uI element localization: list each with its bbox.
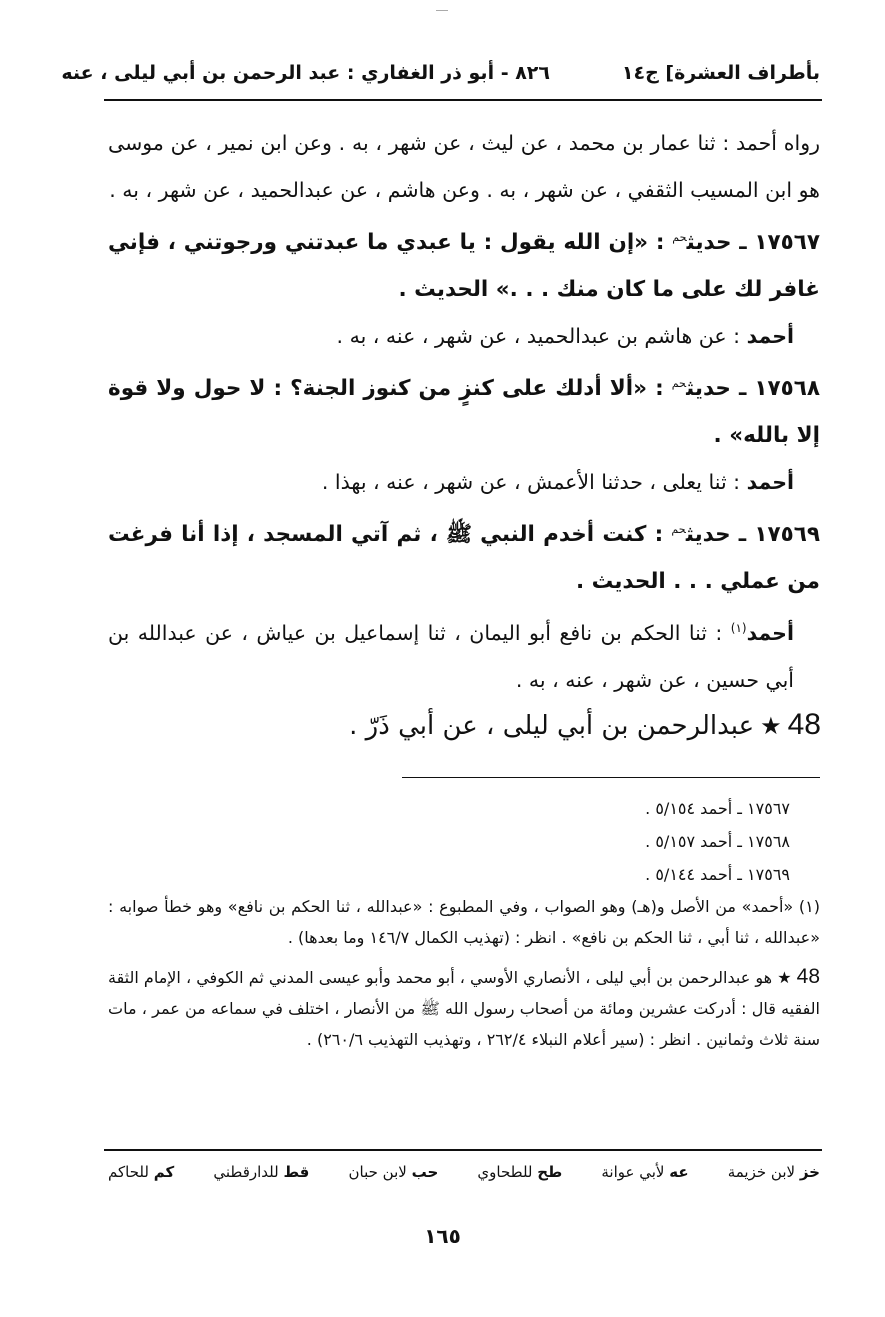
footnote-1: (١) «أحمد» من الأصل و(هـ) وهو الصواب ، وفي المطبوع : «عبدالله ، ثنا الحكم بن نافع» وهو خطأ صوابه : «عبدالله ، ثنا أبي ، ثنا الحكم بن نافع» . انظر : (تهذيب الكمال ١٤٦/٧ وما بعدها) . [108,897,820,947]
siglum-code: كم [153,1163,175,1181]
isnad-label: أحمد [746,621,794,646]
biography-note [108,961,820,1055]
siglum-code: قط [283,1163,310,1181]
hadith-17568: ١٧٥٦٨ ـ حديث$^{حم}$ : «ألا أدلك على كنزٍ من كنوز الجنة؟ : لا حول ولا قوة إلا بالله» . [108,376,820,449]
isnad-17569 [108,605,820,704]
siglum: حم [671,523,686,537]
reference-line: ١٧٥٦٩ ـ أحمد ٥/١٤٤ . [645,865,790,884]
siglum-code: حب [411,1163,439,1181]
star-icon: ★ [760,712,782,740]
hadith-text: كنت أخدم النبي ﷺ ، ثم آتي المسجد ، إذا أنا فرغت من عملي . . . الحديث . [108,522,820,595]
isnad-label: أحمد [746,324,794,349]
siglum-item [728,1163,820,1181]
siglum-name: لابن خزيمة [727,1163,796,1181]
footnote-marker[interactable]: (١) [730,621,747,636]
siglum-code: عه [669,1163,689,1181]
intro-paragraph: رواه أحمد : ثنا عمار بن محمد ، عن ليث ، عن شهر ، به . وعن ابن نمير ، عن موسى هو ابن المسيب الثقفي ، عن شهر ، به . وعن هاشم ، عن عبدالحميد ، عن شهر ، به . [108,131,820,202]
siglum-item [601,1163,688,1181]
hadith-text: «إن الله يقول : يا عبدي ما عبدتني ورجوتني ، فإني غافر لك على ما كان منك . . .» الحديث . [108,230,820,303]
siglum-item [108,1163,174,1181]
running-header [61,58,820,98]
siglum: حم [672,231,687,244]
hadith-label: حديث [686,230,732,256]
isnad-text: : عن هاشم بن عبدالحميد ، عن شهر ، عنه ، به . [336,324,741,349]
header-chapter: ٨٢٦ - أبو ذر الغفاري : عبد الرحمن بن أبي ليلى ، عنه [61,62,550,84]
section-heading [349,708,821,742]
main-text [108,120,820,704]
siglum-item [477,1163,562,1181]
header-volume: بأطراف العشرة] ج١٤ [621,62,820,84]
siglum-item [349,1163,439,1181]
hadith-number: ١٧٥٦٩ [754,522,820,548]
scan-mark [436,10,448,11]
sigla-rule [104,1149,822,1151]
isnad-text: : ثنا الحكم بن نافع أبو اليمان ، ثنا إسماعيل بن عياش ، عن عبدالله بن أبي حسين ، عن شهر ، عنه ، به . [108,621,794,693]
isnad-17567 [108,313,820,360]
isnad-label: أحمد [746,470,794,495]
siglum-name: لابن حبان [348,1163,407,1181]
siglum-item [213,1163,309,1181]
hadith-label: حديث [685,522,731,548]
siglum-code: خز [799,1163,820,1181]
section-title: عبدالرحمن بن أبي ليلى ، عن أبي ذَرّ . [349,711,755,741]
reference-line: ١٧٥٦٨ ـ أحمد ٥/١٥٧ . [645,832,790,851]
footnotes [108,792,820,1055]
siglum: حم [671,377,687,391]
reference-line: ١٧٥٦٧ ـ أحمد ٥/١٥٤ . [645,799,790,818]
siglum-code: طح [537,1163,563,1181]
siglum-name: لأبي عوانة [601,1163,665,1181]
siglum-name: للطحاوي [477,1163,533,1181]
header-rule [104,99,822,101]
hadith-17569: ١٧٥٦٩ ـ حديث$^{حم}$ : كنت أخدم النبي ﷺ ، ثم آتي المسجد ، إذا أنا فرغت من عملي . . . الحديث . [108,522,820,595]
isnad-17568 [108,459,820,506]
spacer [108,953,820,961]
hadith-label: حديث [686,376,731,402]
footnote-rule [402,777,820,778]
star-icon: ★ [777,968,792,987]
page-number: ١٦٥ [424,1224,461,1248]
hadith-text: «ألا أدلك على كنزٍ من كنوز الجنة؟ : لا حول ولا قوة إلا بالله» . [108,376,820,449]
bio-text: هو عبدالرحمن بن أبي ليلى ، الأنصاري الأوسي ، أبو محمد وأبو عيسى المدني ثم الكوفي ، الإمام الثقة الفقيه قال : أدركت عشرين ومائة من أصحاب رسول الله ﷺ من الأنصار ، اختلف في سماعه من عمر ، مات سنة ثلاث وثمانين . انظر : (سير أعلام النبلاء ٢٦٢/٤ ، وتهذيب التهذيب ٢٦٠/٦) . [108,968,820,1049]
section-number: 48 [787,708,821,741]
siglum-name: للدارقطني [213,1163,279,1181]
isnad-text: : ثنا يعلى ، حدثنا الأعمش ، عن شهر ، عنه ، بهذا . [321,470,741,495]
hadith-number: ١٧٥٦٧ [754,230,820,256]
hadith-17567: ١٧٥٦٧ ـ حديث$^{حم}$ : «إن الله يقول : يا عبدي ما عبدتني ورجوتني ، فإني غافر لك على ما كان منك . . .» الحديث . [108,230,820,303]
sigla-legend [108,1163,820,1181]
siglum-name: للحاكم [108,1163,149,1181]
bio-number: 48 [796,965,821,988]
hadith-number: ١٧٥٦٨ [754,376,820,402]
